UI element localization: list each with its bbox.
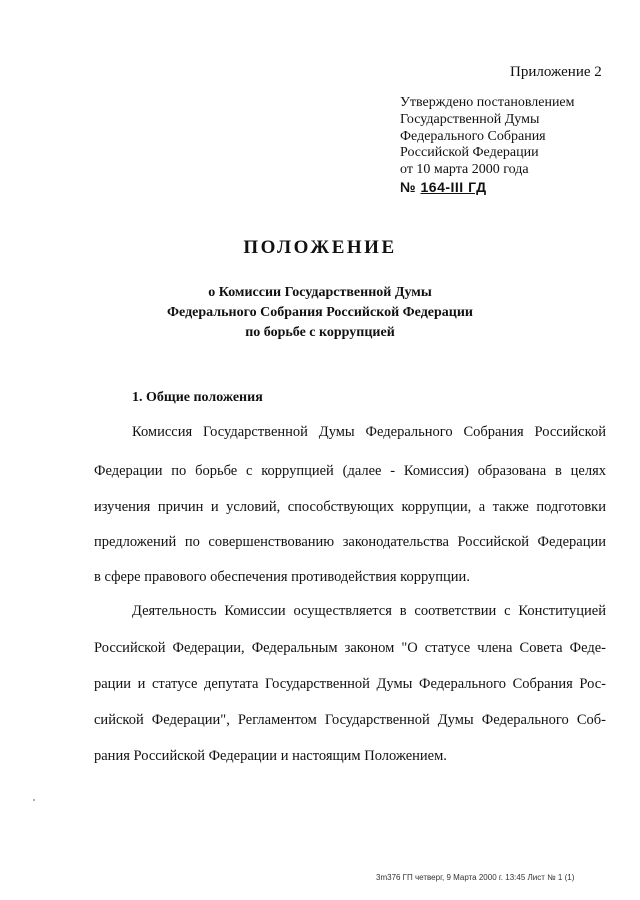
- page-footer: 3m376 ГП четверг, 9 Марта 2000 г. 13:45 Лист № 1 (1): [376, 873, 575, 882]
- subtitle-line: о Комиссии Государственной Думы: [208, 285, 432, 300]
- resolution-number: 164-III ГД: [420, 178, 487, 195]
- paragraph-line: изучения причин и условий, способствующих коррупции, а также подготовки: [94, 499, 606, 515]
- approval-line: Государственной Думы: [400, 111, 540, 127]
- approval-line: Утверждено постановлением: [400, 95, 575, 110]
- paragraph-line: Федерации по борьбе с коррупцией (далее - Комиссия) образована в целях: [94, 463, 606, 479]
- approval-line: от 10 марта 2000 года: [400, 162, 529, 178]
- paragraph-line: Российской Федерации, Федеральным законом "О статусе члена Совета Феде-: [94, 640, 606, 656]
- approval-line: Российской Федерации: [400, 145, 539, 161]
- number-sign: №: [400, 178, 417, 195]
- section-heading: 1. Общие положения: [132, 390, 263, 405]
- subtitle-line: Федерального Собрания Российской Федерации: [167, 305, 473, 320]
- approval-line: Федерального Собрания: [400, 128, 546, 144]
- resolution-number-line: [400, 179, 575, 196]
- approval-block: [400, 95, 575, 196]
- appendix-label: Приложение 2: [510, 64, 602, 80]
- subtitle-line: по борьбе с коррупцией: [245, 325, 395, 340]
- document-title: ПОЛОЖЕНИЕ: [243, 237, 397, 258]
- paragraph-line: в сфере правового обеспечения противодействия коррупции.: [94, 569, 470, 585]
- scan-speck: [33, 799, 35, 801]
- paragraph-line: рации и статусе депутата Государственной Думы Федерального Собрания Рос-: [94, 676, 606, 692]
- paragraph-line: предложений по совершенствованию законодательства Российской Федерации: [94, 534, 606, 550]
- paragraph-line: рания Российской Федерации и настоящим Положением.: [94, 748, 447, 764]
- paragraph-line: сийской Федерации", Регламентом Государственной Думы Федерального Соб-: [94, 712, 606, 728]
- paragraph-line: Деятельность Комиссии осуществляется в соответствии с Конституцией: [132, 603, 606, 619]
- document-subtitle: [0, 283, 640, 343]
- paragraph-line: Комиссия Государственной Думы Федерального Собрания Российской: [132, 424, 606, 440]
